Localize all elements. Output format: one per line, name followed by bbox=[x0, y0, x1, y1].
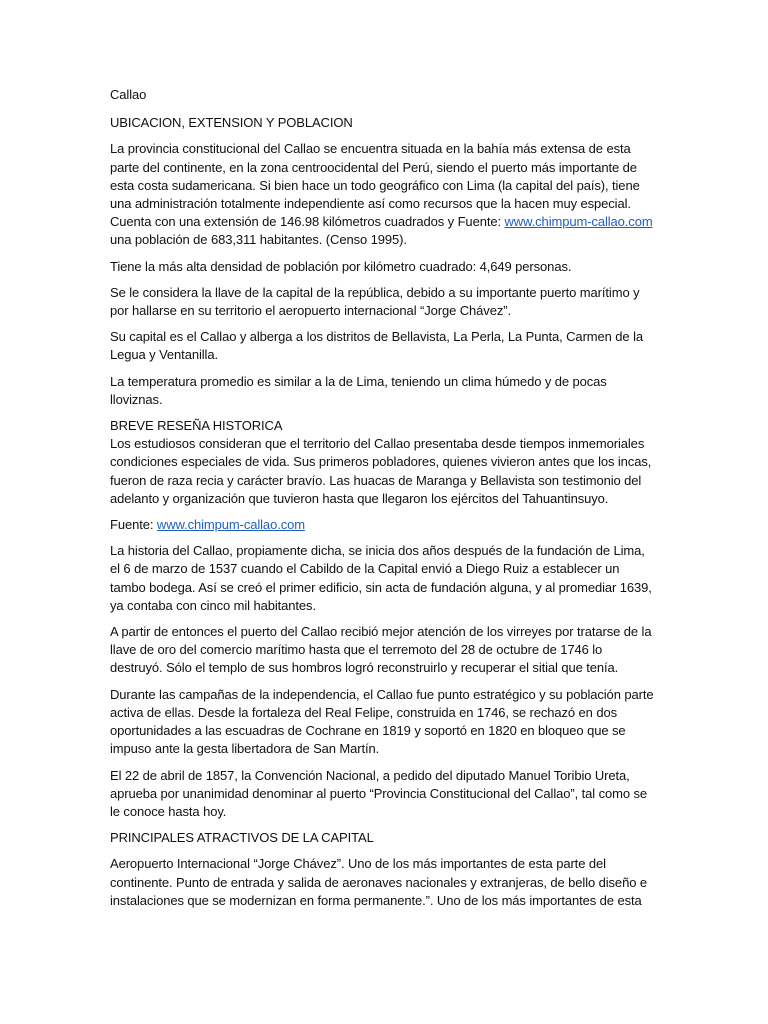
paragraph-estudiosos: Los estudiosos consideran que el territorio del Callao presentaba desde tiempos inmemoriales condiciones especiales de vida. Sus primeros pobladores, quienes vivieron antes que los incas, fueron de raza recia y carácter bravío. Las huacas de Maranga y Bellavista son testimonio del adelanto y organización que tuvieron hasta que llegaron los ejércitos del Tahuantinsuyo. bbox=[110, 436, 652, 506]
paragraph-convencion: El 22 de abril de 1857, la Convención Nacional, a pedido del diputado Manuel Toribio Ureta, aprueba por unanimidad denominar al puerto “Provincia Constitucional del Callao”, tal como se le conoce hasta hoy. bbox=[110, 767, 648, 819]
document-title: Callao bbox=[110, 87, 147, 102]
paragraph-virreyes: A partir de entonces el puerto del Callao recibió mejor atención de los virreyes por tratarse de la llave de oro del comercio marítimo hasta que el terremoto del 28 de octubre de 1746 lo destruyó. Sólo el templo de sus hombros logró reconstruirlo y recuperar el sitial que tenía. bbox=[110, 624, 652, 676]
document-body bbox=[110, 86, 658, 918]
paragraph-historia: La historia del Callao, propiamente dicha, se inicia dos años después de la fundación de Lima, el 6 de marzo de 1537 cuando el Cabildo de la Capital envió a Diego Ruiz a establecer un tambo bodega. Así se creó el primer edificio, sin acta de fundación alguna, y al promediar 1639, ya contaba con cinco mil habitantes. bbox=[110, 543, 652, 613]
paragraph-aeropuerto: Aeropuerto Internacional “Jorge Chávez”. Uno de los más importantes de esta parte del continente. Punto de entrada y salida de aeronaves nacionales y extranjeras, de bello diseño e instalaciones que se modernizan en forma permanente.”. Uno de los más importantes de esta bbox=[110, 856, 647, 908]
heading-atractivos: PRINCIPALES ATRACTIVOS DE LA CAPITAL bbox=[110, 830, 374, 846]
source-link[interactable]: www.chimpum-callao.com bbox=[156, 517, 305, 533]
source-link[interactable]: www.chimpum-callao.com bbox=[504, 214, 653, 230]
paragraph-densidad: Tiene la más alta densidad de población por kilómetro cuadrado: 4,649 personas. bbox=[110, 258, 572, 274]
paragraph-temperatura: La temperatura promedio es similar a la de Lima, teniendo un clima húmedo y de pocas lloviznas. bbox=[110, 373, 607, 407]
paragraph-provincia bbox=[110, 140, 658, 249]
source-line bbox=[110, 516, 658, 534]
paragraph-distritos: Su capital es el Callao y alberga a los distritos de Bellavista, La Perla, La Punta, Carmen de la Legua y Ventanilla. bbox=[110, 329, 643, 363]
paragraph-provincia-text-b: una población de 683,311 habitantes. (Censo 1995). bbox=[110, 232, 407, 248]
heading-ubicacion: UBICACION, EXTENSION Y POBLACION bbox=[110, 115, 353, 131]
paragraph-llave: Se le considera la llave de la capital de la república, debido a su importante puerto marítimo y por hallarse en su territorio el aeropuerto internacional “Jorge Chávez”. bbox=[110, 284, 640, 319]
paragraph-provincia-text-a: La provincia constitucional del Callao se encuentra situada en la bahía más extensa de esta parte del continente, en la zona centroocidental del Perú, siendo el puerto más importante de esta costa sudamericana. Si bien hace un todo geográfico con Lima (la capital del país), tiene una administración totalmente independiente así como recursos que la hacen muy especial. Cuenta con una extensión de 146.98 kilómetros cuadrados y Fuente: bbox=[110, 141, 640, 230]
source-label: Fuente: bbox=[110, 517, 157, 533]
heading-resena: BREVE RESEÑA HISTORICA bbox=[110, 418, 283, 434]
paragraph-independencia: Durante las campañas de la independencia, el Callao fue punto estratégico y su población parte activa de ellas. Desde la fortaleza del Real Felipe, construida en 1746, se rechazó en dos oportunidades a las escuadras de Cochrane en 1819 y soportó en 1820 en bloqueo que se impuso ante la gesta libertadora de San Martín. bbox=[110, 686, 654, 757]
